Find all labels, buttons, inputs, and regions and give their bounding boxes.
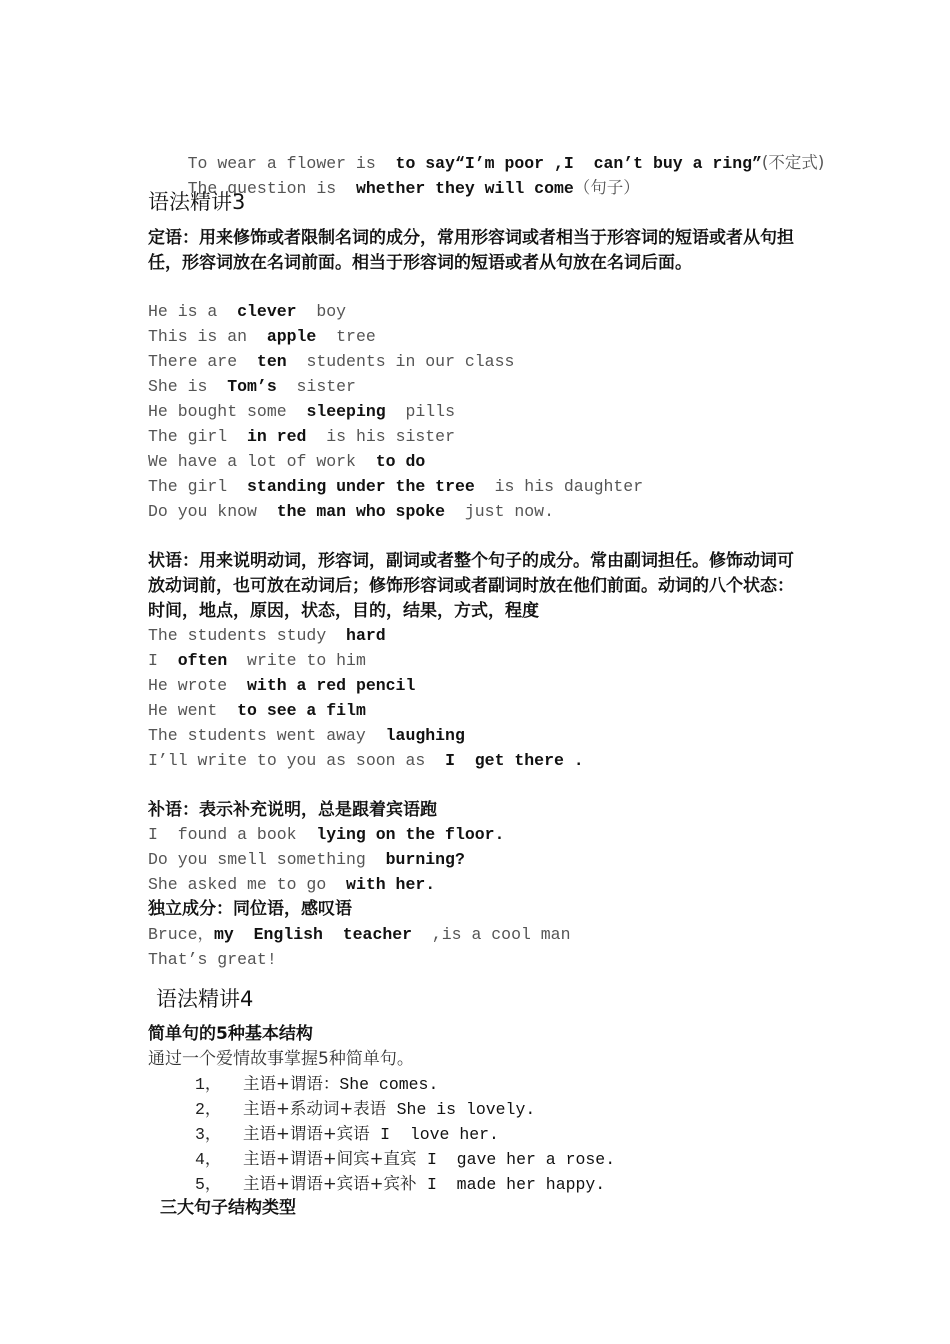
example-sentence [148,299,346,324]
plain-text: pills [385,402,455,421]
plain-text: I found a book [148,825,317,844]
plain-text: Bruce， [148,925,215,944]
example-sentence [148,499,554,524]
structure-item [195,1096,535,1122]
plain-text: She is [148,377,228,396]
example-sentence [148,648,366,673]
plain-text: Do you smell something [148,850,386,869]
example-sentence [148,623,386,648]
example-sentence [148,723,465,748]
plain-text: is his daughter [474,477,644,496]
structure-pattern: 主语+谓语： [243,1074,340,1093]
item-number: 4， [195,1150,222,1169]
example-sentence [148,399,455,424]
bold-text: clever [237,302,297,321]
bold-text: the man who spoke [276,502,446,521]
plain-text: students in our class [286,352,515,371]
bold-text: standing under the tree [247,477,475,496]
bold-text: laughing [385,726,465,745]
structure-example: She comes. [339,1075,439,1094]
structure-pattern: 主语+谓语+宾语 [243,1124,381,1143]
bold-text: to do [375,452,426,471]
plain-text: We have a lot of work [148,452,376,471]
plain-text: He is a [148,302,238,321]
plain-text: There are [148,352,257,371]
example-sentence [148,474,643,499]
plain-text: The girl [148,427,248,446]
example-sentence [148,822,504,847]
bold-text: to see a film [237,701,366,720]
plain-text: The students study [148,626,347,645]
complement-definition: 补语：表示补充说明，总是跟着宾语跑 [148,800,437,820]
bold-text: ten [256,352,287,371]
plain-text: I [148,651,178,670]
example-sentence [148,673,415,698]
example-sentence [148,947,277,972]
plain-text: He went [148,701,238,720]
structure-example: I gave her a rose. [426,1150,616,1169]
bold-text: whether they will come [355,179,574,198]
bold-text: with a red pencil [247,676,416,695]
plain-text: ,is a cool man [412,925,571,944]
example-sentence [148,374,356,399]
example-sentence [148,424,455,449]
structure-item [195,1146,615,1172]
item-number: 2， [195,1100,222,1119]
example-sentence [148,324,376,349]
example-sentence [148,847,465,872]
independent-definition: 独立成分：同位语，感叹语 [148,899,352,919]
item-number: 5， [195,1175,222,1194]
bold-text: Tom’s [227,377,277,396]
bold-text: in red [247,427,307,446]
section-heading: 语法精讲3 [148,190,246,214]
plain-text: is his sister [306,427,455,446]
footer-heading: 三大句子结构类型 [160,1198,296,1218]
structure-pattern: 主语+系动词+表语 [243,1099,397,1118]
structure-pattern: 主语+谓语+宾语+宾补 [243,1174,427,1193]
structure-example: I love her. [380,1125,499,1144]
annotation-text: (不定式) [761,153,825,172]
bold-text: often [177,651,228,670]
bold-text: sleeping [306,402,386,421]
section-heading: 语法精讲4 [156,987,254,1011]
structure-example: She is lovely. [396,1100,536,1119]
plain-text: The girl [148,477,248,496]
subheading: 简单句的5种基本结构 [148,1024,313,1044]
plain-text: boy [296,302,347,321]
bold-text: hard [346,626,386,645]
structure-item [195,1171,605,1197]
plain-text: The question is [187,179,356,198]
example-sentence [148,872,435,897]
plain-text: Do you know [148,502,277,521]
plain-text: sister [276,377,356,396]
item-number: 3， [195,1125,222,1144]
example-sentence [148,349,514,374]
bold-text: my English teacher [214,925,413,944]
plain-text: She asked me to go [148,875,347,894]
adverbial-definition: 状语：用来说明动词，形容词，副词或者整个句子的成分。常由副词担任。修饰动词可放动词前，也可放在动词后；修饰形容词或者副词时放在他们前面。动词的八个状态：时间，地点，原因，状态，目的，结果，方式，程度 [148,551,794,621]
bold-text: to say“I’m poor ,I can’t buy a ring” [395,154,762,173]
example-sentence [148,748,584,773]
bold-text: with her. [346,875,436,894]
plain-text: tree [316,327,376,346]
plain-text: To wear a flower is [187,154,396,173]
bold-text: apple [266,327,317,346]
structure-example: I made her happy. [426,1175,606,1194]
plain-text: write to him [227,651,366,670]
structure-item [195,1071,438,1097]
bold-text: burning? [385,850,465,869]
example-sentence [148,698,366,723]
plain-text: He wrote [148,676,248,695]
attributive-definition: 定语：用来修饰或者限制名词的成分，常用形容词或者相当于形容词的短语或者从句担任，形容词放在名词前面。相当于形容词的短语或者从句放在名词后面。 [148,228,794,273]
bold-text: lying on the floor. [316,825,505,844]
plain-text: I’ll write to you as soon as [148,751,446,770]
plain-text: That’s great! [148,950,277,969]
plain-text: just now. [445,502,554,521]
structure-pattern: 主语+谓语+间宾+直宾 [243,1149,427,1168]
annotation-text: （句子） [573,178,640,197]
item-number: 1， [195,1075,222,1094]
example-sentence [148,922,571,947]
intro-text: 通过一个爱情故事掌握5种简单句。 [148,1049,414,1069]
plain-text: This is an [148,327,267,346]
plain-text: He bought some [148,402,307,421]
bold-text: I get there . [445,751,584,770]
plain-text: The students went away [148,726,386,745]
structure-item [195,1121,499,1147]
example-sentence [148,449,425,474]
